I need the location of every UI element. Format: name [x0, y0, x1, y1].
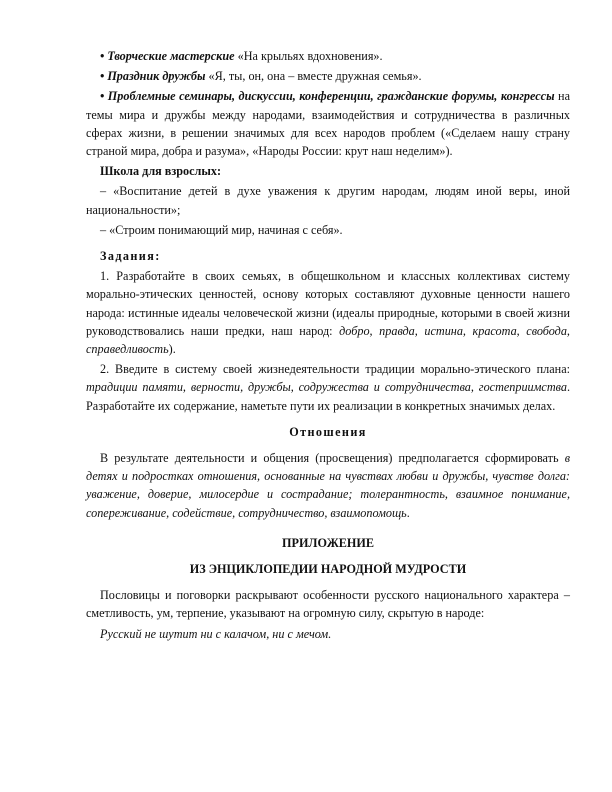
appendix-title: ПРИЛОЖЕНИЕ: [282, 535, 374, 550]
school-title: Школа для взрослых:: [100, 164, 222, 179]
appendix-subtitle: ИЗ ЭНЦИКЛОПЕДИИ НАРОДНОЙ МУДРОСТИ: [189, 562, 467, 577]
appendix-paragraph: Пословицы и поговорки раскрывают особенности русского национального характера – сметливость, ум, терпение, указывают на огромную силу, скрытую в народе:: [86, 588, 570, 621]
relations-paragraph: В результате деятельности и общения (просвещения) предполагается сформировать в детях и подростках отношения, основанные на чувствах любви и дружбы, чувстве долга: уважение, доверие, милосердие и сострадание; толерантность, взаимное понимание, сопереживание, содействие, сотрудничество, взаимопомощь.: [86, 451, 570, 520]
school-item: – «Воспитание детей в духе уважения к другим народам, людям иной веры, иной национальности»;: [86, 184, 570, 217]
proverb: Русский не шутит ни с калачом, ни с мечом.: [100, 626, 332, 641]
bullet-workshops: • Творческие мастерские «На крыльях вдохновения».: [100, 49, 383, 63]
bullet-friendship-holiday: • Праздник дружбы «Я, ты, он, она – вместе дружная семья».: [100, 69, 422, 84]
task-1: 1. Разработайте в своих семьях, в общешкольном и классных коллективах систему морально-этических ценностей, основу которых составляют духовные ценности нашего народа: истинные идеалы человеческой жизни (идеалы природные, которыми в своей жизни руководствовались наши предки, наш народ: добро, правда, истина, красота, свобода, справедливость).: [86, 269, 570, 357]
relations-title: Отношения: [289, 424, 367, 439]
bullet-seminars: • Проблемные семинары, дискуссии, конференции, гражданские форумы, конгрессы на темы мира и дружбы между народами, взаимодействия и сотрудничества в различных сферах жизни, в решении значимых для всех народов проблем («Сделаем нашу страну страной мира, добра и разума», «Народы России: крут наш неделим»).: [86, 89, 570, 159]
tasks-title: Задания:: [100, 249, 161, 264]
school-item: – «Строим понимающий мир, начиная с себя».: [100, 222, 343, 237]
task-2: 2. Введите в систему своей жизнедеятельности традиции морально-этического плана: традиции памяти, верности, дружбы, содружества и сотрудничества, гостеприимства. Разработайте их содержание, наметьте пути их реализации в конкретных значимых делах.: [86, 362, 570, 413]
